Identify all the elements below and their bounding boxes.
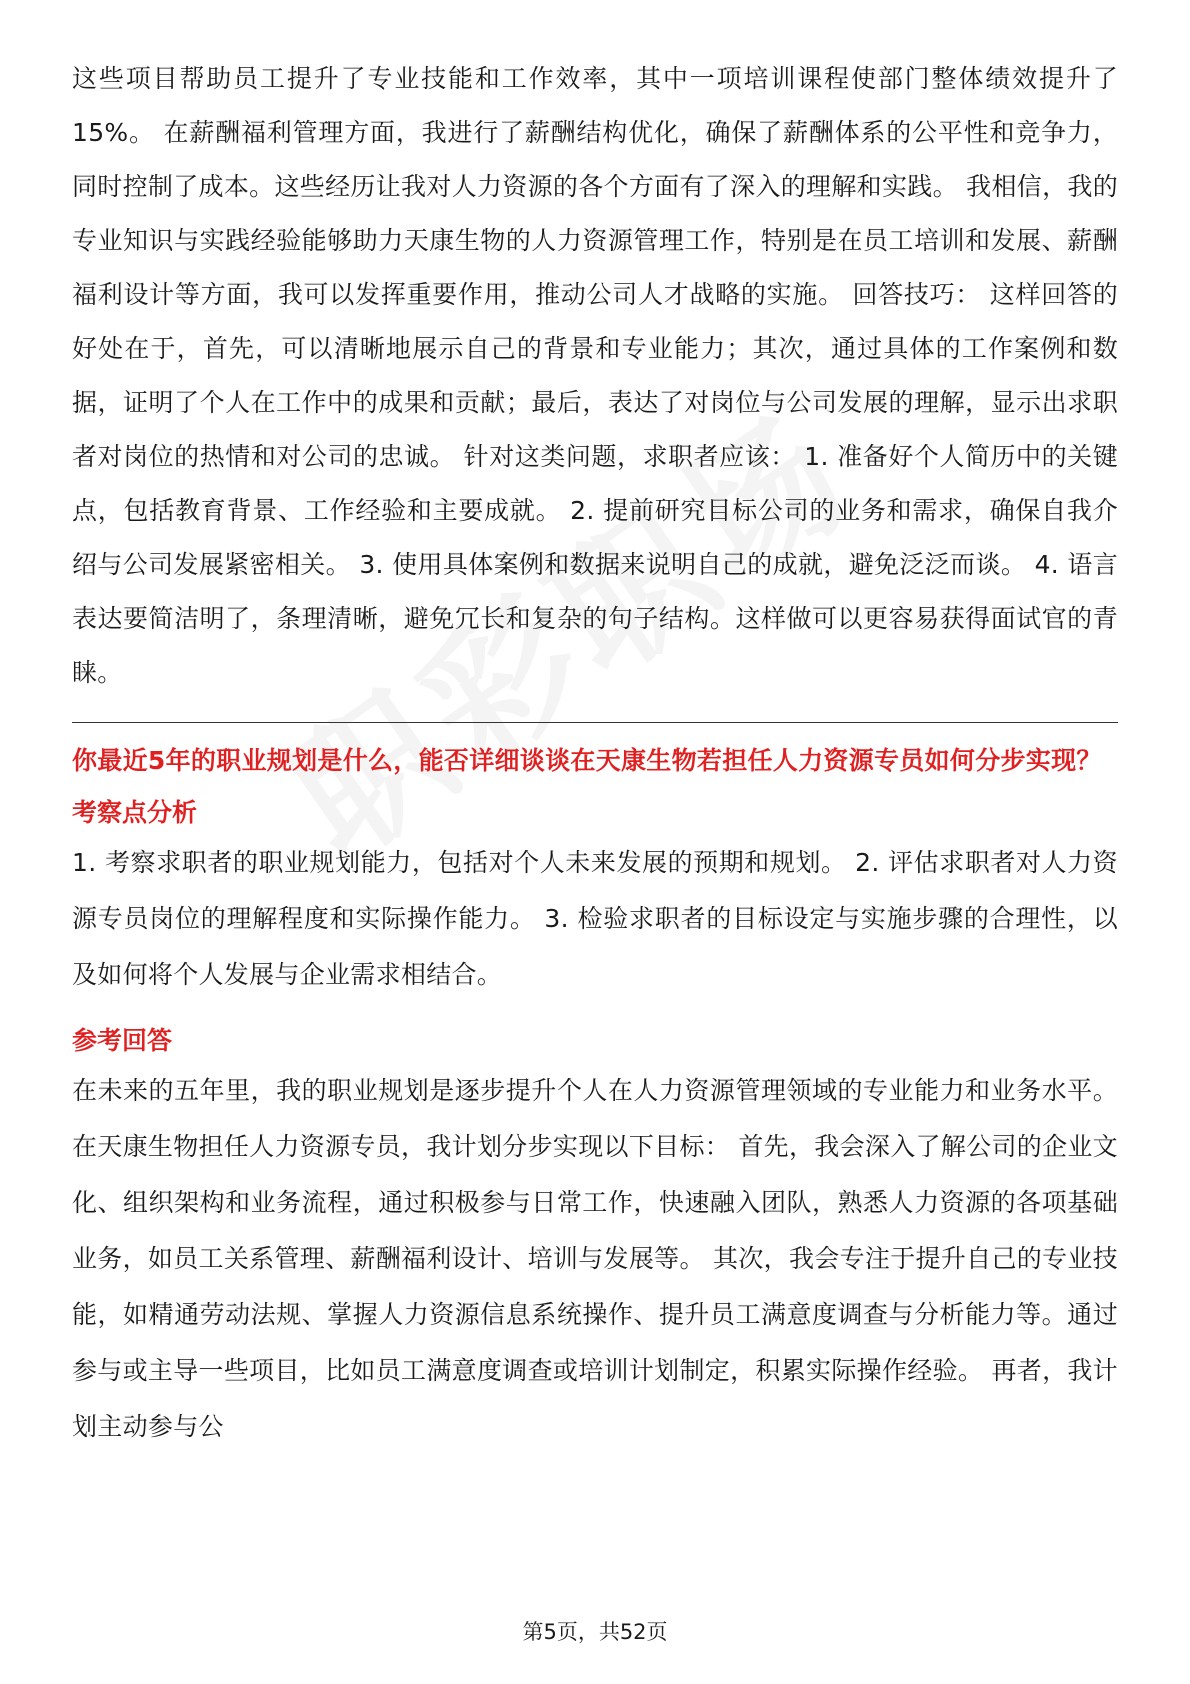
- answer-paragraph: 在未来的五年里，我的职业规划是逐步提升个人在人力资源管理领域的专业能力和业务水平。在天康生物担任人力资源专员，我计划分步实现以下目标： 首先，我会深入了解公司的企业文化、组织架构和业务流程，通过积极参与日常工作，快速融入团队，熟悉人力资源的各项基础业务，如员工关系管理、薪酬福利设计、培训与发展等。 其次，我会专注于提升自己的专业技能，如精通劳动法规、掌握人力资源信息系统操作、提升员工满意度调查与分析能力等。通过参与或主导一些项目，比如员工满意度调查或培训计划制定，积累实际操作经验。 再者，我计划主动参与公: [72, 1076, 1118, 1441]
- page-content: [72, 52, 1118, 1455]
- section-divider: [72, 722, 1118, 723]
- analysis-paragraph: 1. 考察求职者的职业规划能力，包括对个人未来发展的预期和规划。 2. 评估求职者对人力资源专员岗位的理解程度和实际操作能力。 3. 检验求职者的目标设定与实施步骤的合理性，以及如何将个人发展与企业需求相结合。: [72, 848, 1118, 989]
- page-number-footer: 第5页，共52页: [522, 1620, 668, 1644]
- interview-question: 你最近5年的职业规划是什么，能否详细谈谈在天康生物若担任人力资源专员如何分步实现？: [72, 746, 1102, 775]
- analysis-heading: 考察点分析: [72, 798, 198, 827]
- answer-heading: 参考回答: [72, 1026, 173, 1055]
- intro-paragraph: 这些项目帮助员工提升了专业技能和工作效率，其中一项培训课程使部门整体绩效提升了15%。 在薪酬福利管理方面，我进行了薪酬结构优化，确保了薪酬体系的公平性和竞争力，同时控制了成本。这些经历让我对人力资源的各个方面有了深入的理解和实践。 我相信，我的专业知识与实践经验能够助力天康生物的人力资源管理工作，特别是在员工培训和发展、薪酬福利设计等方面，我可以发挥重要作用，推动公司人才战略的实施。 回答技巧： 这样回答的好处在于，首先，可以清晰地展示自己的背景和专业能力；其次，通过具体的工作案例和数据，证明了个人在工作中的成果和贡献；最后，表达了对岗位与公司发展的理解，显示出求职者对岗位的热情和对公司的忠诚。 针对这类问题，求职者应该： 1. 准备好个人简历中的关键点，包括教育背景、工作经验和主要成就。 2. 提前研究目标公司的业务和需求，确保自我介绍与公司发展紧密相关。 3. 使用具体案例和数据来说明自己的成就，避免泛泛而谈。 4. 语言表达要简洁明了，条理清晰，避免冗长和复杂的句子结构。这样做可以更容易获得面试官的青睐。: [72, 64, 1118, 687]
